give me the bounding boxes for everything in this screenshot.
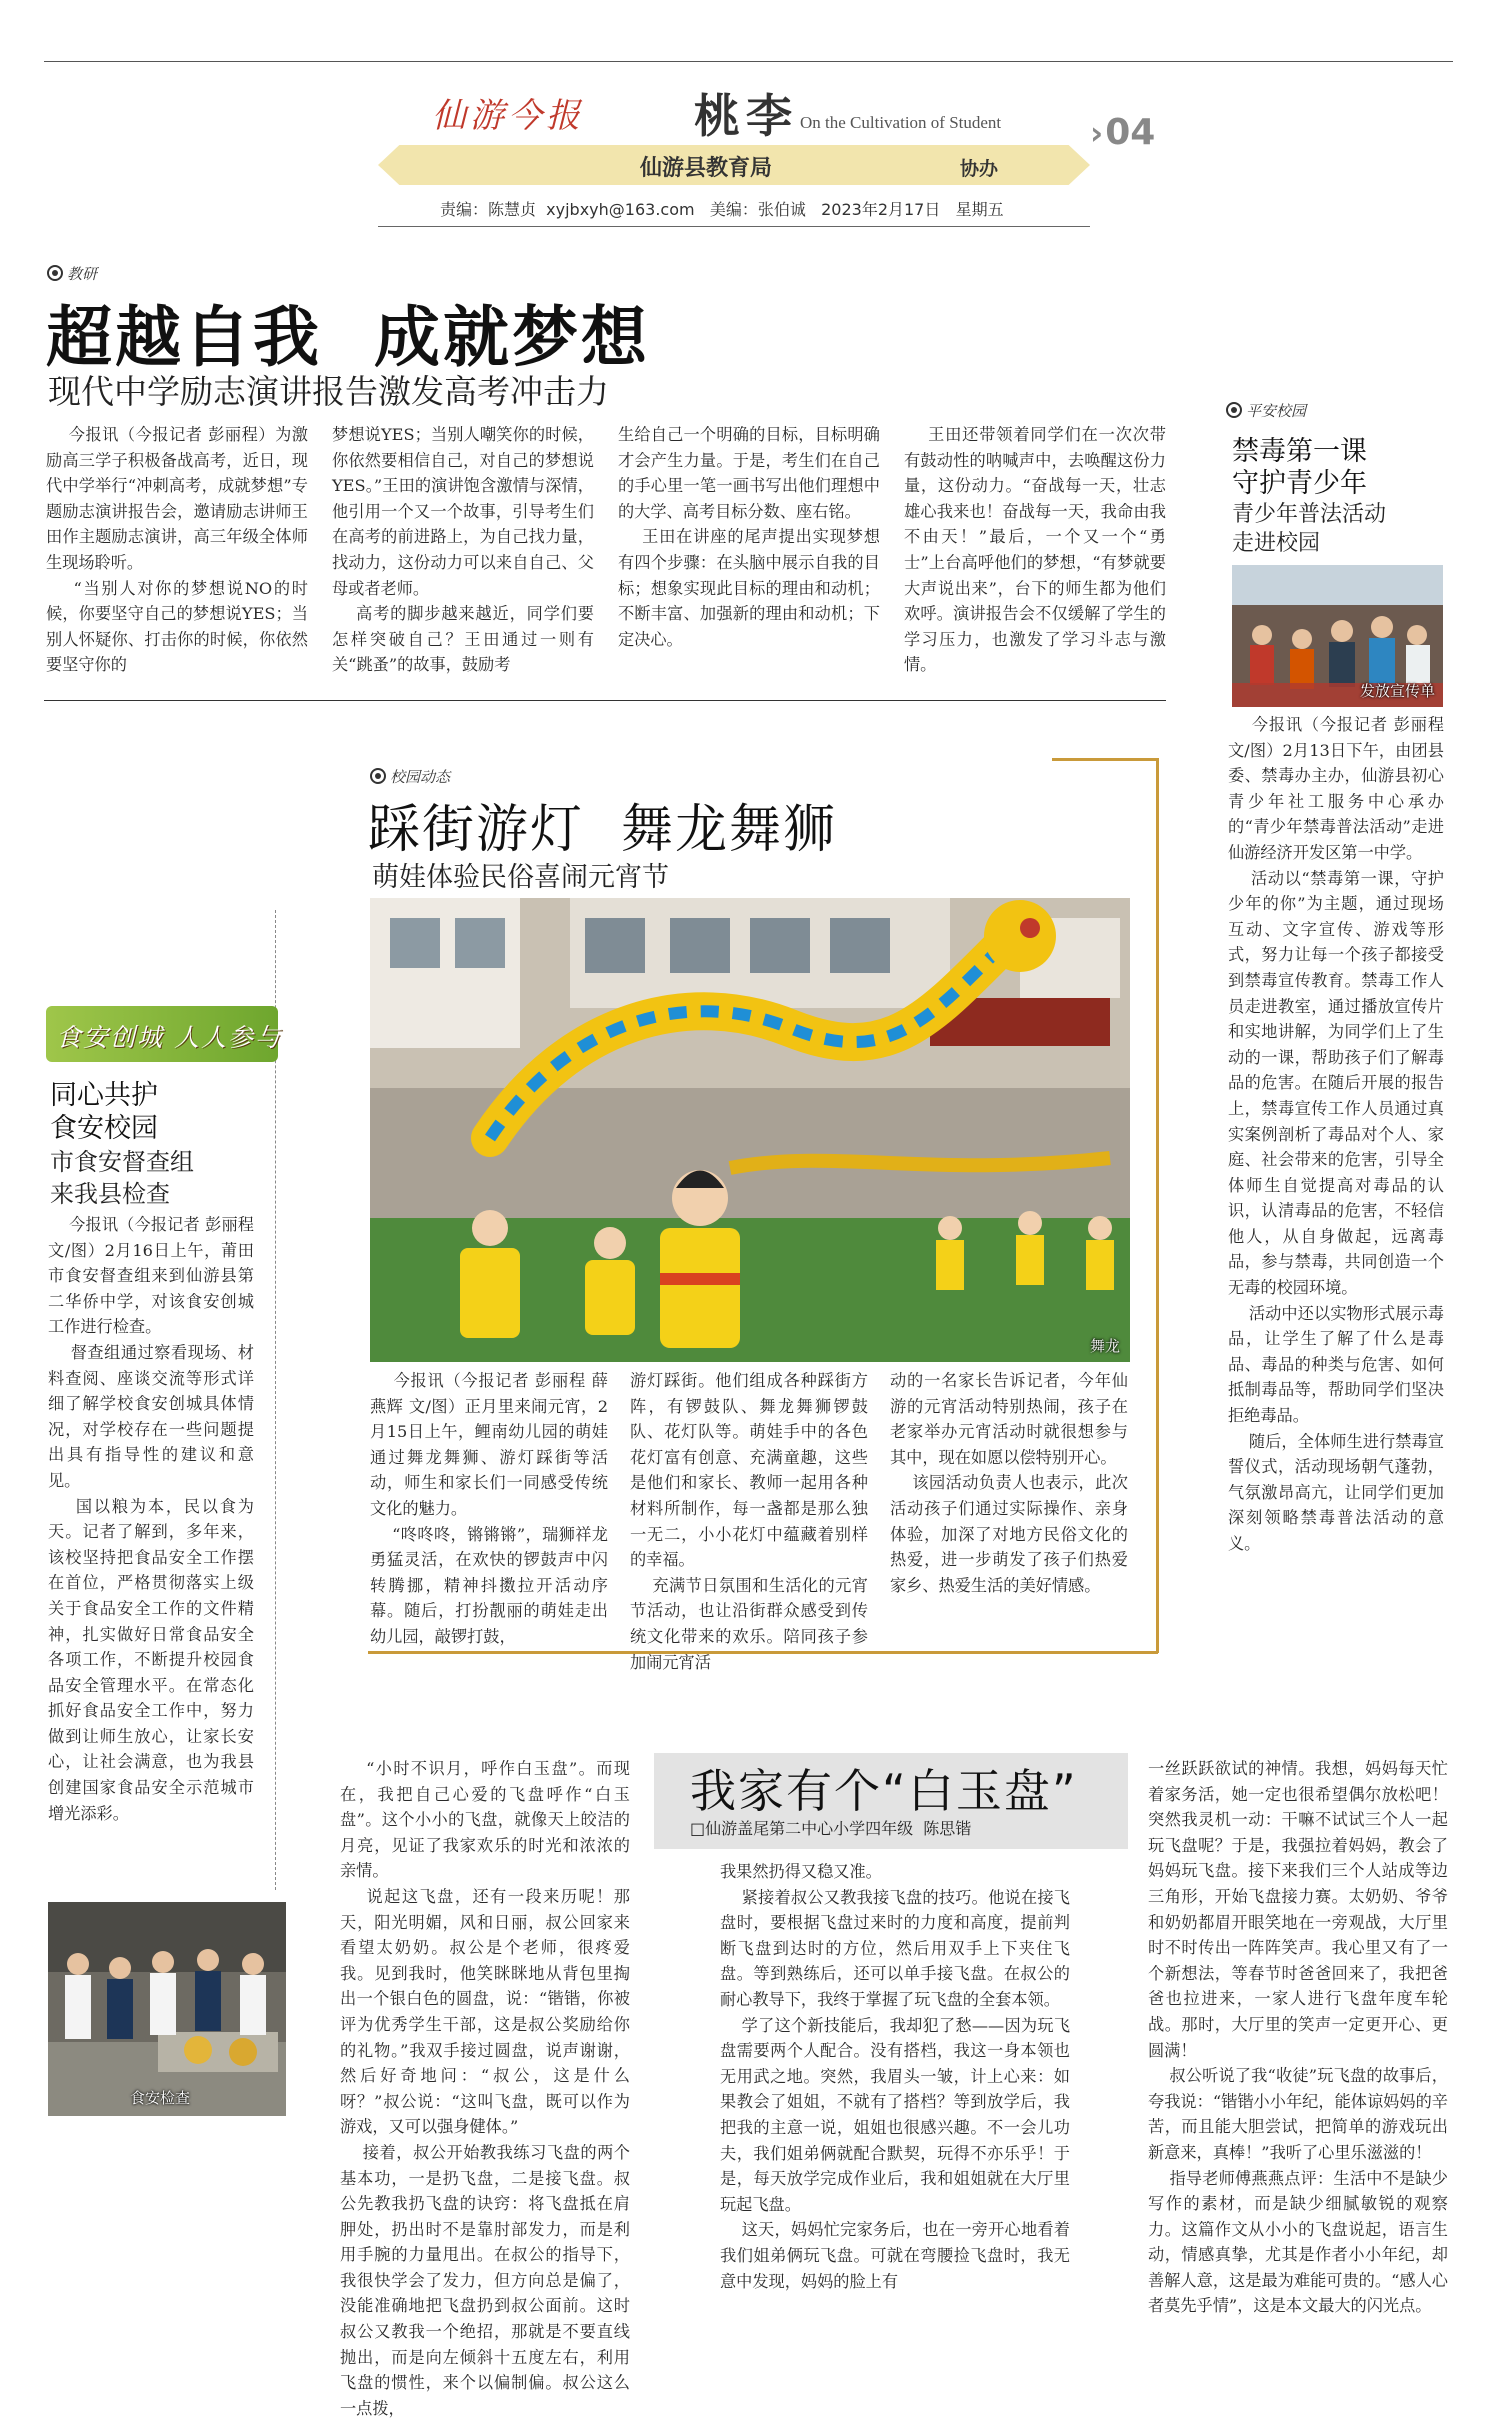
lantern-frame-top [1052,758,1158,761]
food-subtitle-line-1: 市食安督查组 [50,1148,194,1176]
drug-title-line-1: 禁毒第一课 [1232,436,1367,467]
page-number: ›04 [1090,112,1156,153]
dragon-dance-image [370,898,1130,1362]
food-inspection-image [48,1902,286,2116]
food-subtitle-line-2: 来我县检查 [50,1180,170,1208]
masthead-credits: 责编：陈慧贞 xyjbxyh@163.com 美编：张伯诚 2023年2月17日 星期五 [440,200,1004,219]
lead-headline: 超越自我 成就梦想 [46,299,650,376]
co-organizer-suffix: 协办 [960,158,999,180]
section-label-pingan: 平安校园 [1226,400,1306,421]
lantern-headline: 踩街游灯 舞龙舞狮 [368,800,838,860]
drug-campaign-photo [1232,565,1443,707]
lead-column-3: 生给自己一个明确的目标，目标明确才会产生力量。于是，考生们在自己的手心里一笔一画书写出他们理想中的大学、高考目标分数、座右铭。 王田在讲座的尾声提出实现梦想有四个步骤：在头脑中展示自我的目标；想象实现此目标的理由和动机；不断丰富、加强新的理由和动机；下定决心。 [618,425,880,649]
essay-column-3: 一丝跃跃欲试的神情。我想，妈妈每天忙着家务活，她一定也很希望偶尔放松吧！突然我灵机一动：干嘛不试试三个人一起玩飞盘呢？于是，我强拉着妈妈，教会了妈妈玩飞盘。接下来我们三个人站成等边三角形，开始飞盘接力赛。太奶奶、爷爷和奶奶都眉开眼笑地在一旁观战，大厅里时不时传出一阵阵笑声。我心里又有了一个新想法，等春节时爸爸回来了，我把爸爸也拉进来，一家人进行飞盘年度车轮战。那时，大厅里的笑声一定更开心、更圆满！ 叔公听说了我“收徒”玩飞盘的故事后，夸我说：“锴锴小小年纪，能体谅妈妈的辛苦，而且能大胆尝试，把简单的游戏玩出新意来，真棒！”我听了心里乐滋滋的！ 指导老师傅燕燕点评：生活中不是缺少写作的素材，而是缺少细腻敏锐的观察力。这篇作文从小小的飞盘说起，语言生动，情感真挚，尤其是作者小小年纪，却善解人意，这是最为难能可贵的。“感人心者莫先乎情”，这是本文最大的闪光点。 [1148,1759,1448,2316]
section-label-xiaoyuan: 校园动态 [370,766,450,787]
essay-column-2: 我果然扔得又稳又准。 紧接着叔公又教我接飞盘的技巧。他说在接飞盘时，要根据飞盘过来时的力度和高度，提前判断飞盘到达时的方位，然后用双手上下夹住飞盘。等到熟练后，还可以单手接飞盘。在叔公的耐心教导下，我终于掌握了玩飞盘的全套本领。 学了这个新技能后，我却犯了愁——因为玩飞盘需要两个人配合。没有搭档，我这一身本领也无用武之地。突然，我眉头一皱，计上心来：如果教会了姐姐，不就有了搭档？等到放学后，我把我的主意一说，姐姐也很感兴趣。不一会儿功夫，我们姐弟俩就配合默契，玩得不亦乐乎！于是，每天放学完成作业后，我和姐姐就在大厅里玩起飞盘。 这天，妈妈忙完家务后，也在一旁开心地看着我们姐弟俩玩飞盘。可就在弯腰捡飞盘时，我无意中发现，妈妈的脸上有 [720,1862,1071,2291]
target-icon [47,265,63,281]
co-organizer-name: 仙游县教育局 [640,156,773,181]
lead-subhead: 现代中学励志演讲报告激发高考冲击力 [48,372,609,411]
lantern-subhead: 萌娃体验民俗喜闹元宵节 [372,862,669,893]
food-banner-text: 食安创城 人人参与 [56,1023,282,1052]
drug-subtitle-line-2: 走进校园 [1232,531,1321,556]
lantern-column-1: 今报讯（今报记者 彭丽程 薛燕辉 文/图）正月里来闹元宵，2月15日上午，鲤南幼儿园的萌娃通过舞龙舞狮、游灯踩街等活动，师生和家长们一同感受传统文化的魅力。 “咚咚咚，锵锵锵”，瑞狮祥龙勇猛灵活，在欢快的锣鼓声中闪转腾挪，精神抖擞拉开活动序幕。随后，打扮靓丽的萌娃走出幼儿园，敲锣打鼓， [370,1371,608,1646]
essay-column-1: “小时不识月，呼作白玉盘”。而现在，我把自己心爱的飞盘呼作“白玉盘”。这个小小的飞盘，就像天上皎洁的月亮，见证了我家欢乐的时光和浓浓的亲情。 说起这飞盘，还有一段来历呢！那天，阳光明媚，风和日丽，叔公回家来看望太奶奶。叔公是个老师，很疼爱我。见到我时，他笑眯眯地从背包里掏出一个银白色的圆盘，说：“锴锴，你被评为优秀学生干部，这是叔公奖励给你的礼物。”我双手接过圆盘，说声谢谢，然后好奇地问：“叔公，这是什么呀？”叔公说：“这叫飞盘，既可以作为游戏，又可以强身健体。” 接着，叔公开始教我练习飞盘的两个基本功，一是扔飞盘，二是接飞盘。叔公先教我扔飞盘的诀窍：将飞盘抵在肩胛处，扔出时不是靠肘部发力，而是利用手腕的力量甩出。在叔公的指导下，我很快学会了发力，但方向总是偏了，没能准确地把飞盘扔到叔公面前。这时叔公又教我一个绝招，那就是不要直线抛出，而是向左倾斜十五度左右，利用飞盘的惯性，来个以偏制偏。叔公这么一点拨， [340,1759,630,2418]
lantern-frame [1156,758,1159,1653]
section-label-jiaoyan: 教研 [47,263,97,284]
lantern-column-3: 动的一名家长告诉记者，今年仙游的元宵活动特别热闹，孩子在老家举办元宵活动时就很想参与其中，现在如愿以偿特别开心。 该园活动负责人也表示，此次活动孩子们通过实际操作、亲身体验，加深了对地方民俗文化的热爱，进一步萌发了孩子们热爱家乡、热爱生活的美好情感。 [890,1371,1128,1595]
lead-column-4: 王田还带领着同学们在一次次带有鼓动性的呐喊声中，去唤醒这份力量，这份动力。“奋战每一天，壮志雄心我来也！奋战每一天，我命由我不由天！”最后，一个又一个“勇士”上台高呼他们的梦想，“有梦就要大声说出来”，台下的师生都为他们欢呼。演讲报告会不仅缓解了学生的学习压力，也激发了学习斗志与激情。 [904,425,1166,675]
lead-bottom-rule [44,700,1166,701]
dragon-dance-photo [370,898,1130,1362]
page-name-english: On the Cultivation of Student [800,113,1002,132]
dragon-photo-caption: 舞龙 [1089,1337,1120,1355]
masthead-underline [378,226,1090,227]
food-photo-caption: 食安检查 [130,2089,191,2107]
target-icon [1226,402,1242,418]
lead-column-2: 梦想说YES；当别人嘲笑你的时候，你依然要相信自己，对自己的梦想说YES。”王田的演讲饱含激情与深情，他引用一个又一个故事，引导考生们在高考的前进路上，为自己找力量，找动力，这份动力可以来自自己、父母或者老师。 高考的脚步越来越近，同学们要怎样突破自己？王田通过一则有关“跳蚤”的故事，鼓励考 [332,425,594,675]
drug-title-line-2: 守护青少年 [1232,468,1367,499]
food-title-line-1: 同心共护 [50,1080,158,1111]
drug-subtitle-line-1: 青少年普法活动 [1232,502,1387,527]
chevron-right-icon: › [1090,114,1104,152]
paper-name-logo: 仙游今报 [432,96,584,136]
essay-title: 我家有个“白玉盘” [690,1764,1078,1818]
food-title-line-2: 食安校园 [50,1113,158,1144]
food-body: 今报讯（今报记者 彭丽程 文/图）2月16日上午，莆田市食安督查组来到仙游县第二华侨中学，对该食安创城工作进行检查。 督查组通过察看现场、材料查阅、座谈交流等形式详细了解学校食安创城具体情况，对学校存在一些问题提出具有指导性的建议和意见。 国以粮为本，民以食为天。记者了解到，多年来，该校坚持把食品安全工作摆在首位，严格贯彻落实上级关于食品安全工作的文件精神，扎实做好日常食品安全各项工作，不断提升校园食品安全管理水平。在常态化抓好食品安全工作中，努力做到让师生放心，让家长安心，让社会满意，也为我县创建国家食品安全示范城市增光添彩。 [48,1215,254,1823]
page-name: 桃李 [694,89,798,143]
drug-body: 今报讯（今报记者 彭丽程 文/图）2月13日下午，由团县委、禁毒办主办，仙游县初心青少年社工服务中心承办的“青少年禁毒普法活动”走进仙游经济开发区第一中学。 活动以“禁毒第一课，守护少年的你”为主题，通过现场互动、文字宣传、游戏等形式，努力让每一个孩子都接受到禁毒宣传教育。禁毒工作人员走进教室，通过播放宣传片和实地讲解，为同学们上了生动的一课，帮助孩子们了解毒品的危害。在随后开展的报告上，禁毒宣传工作人员通过真实案例剖析了毒品对个人、家庭、社会带来的危害，引导全体师生自觉提高对毒品的认识，认清毒品的危害，不轻信他人，从自身做起，远离毒品，参与禁毒，共同创造一个无毒的校园环境。 活动中还以实物形式展示毒品，让学生了解了什么是毒品、毒品的种类与危害、如何抵制毒品等，帮助同学们坚决拒绝毒品。 随后，全体师生进行禁毒宣誓仪式，活动现场朝气蓬勃，气氛激昂高亢，让同学们更加深刻领略禁毒普法活动的意义。 [1228,715,1444,1553]
target-icon [370,768,386,784]
lantern-column-2: 游灯踩街。他们组成各种踩街方阵，有锣鼓队、舞龙舞狮锣鼓队、花灯队等。萌娃手中的各色花灯富有创意、充满童趣，这些是他们和家长、教师一起用各种材料所制作，每一盏都是那么独一无二，小小花灯中蕴藏着别样的幸福。 充满节日氛围和生活化的元宵节活动，也让沿街群众感受到传统文化带来的欢乐。陪同孩子参加闹元宵活 [630,1371,868,1672]
food-inspection-photo [48,1902,286,2116]
essay-byline: □仙游盖尾第二中心小学四年级 陈思锴 [690,1819,972,1838]
top-rule [44,61,1453,62]
drug-photo-caption: 发放宣传单 [1359,682,1435,700]
lead-column-1: 今报讯（今报记者 彭丽程）为激励高三学子积极备战高考，近日，现代中学举行“冲刺高考，成就梦想”专题励志演讲报告会，邀请励志讲师王田作主题励志演讲，高三年级全体师生现场聆听。 “当别人对你的梦想说NO的时候，你要坚守自己的梦想说YES；当别人怀疑你、打击你的时候，你依然要坚守你的 [46,425,308,675]
